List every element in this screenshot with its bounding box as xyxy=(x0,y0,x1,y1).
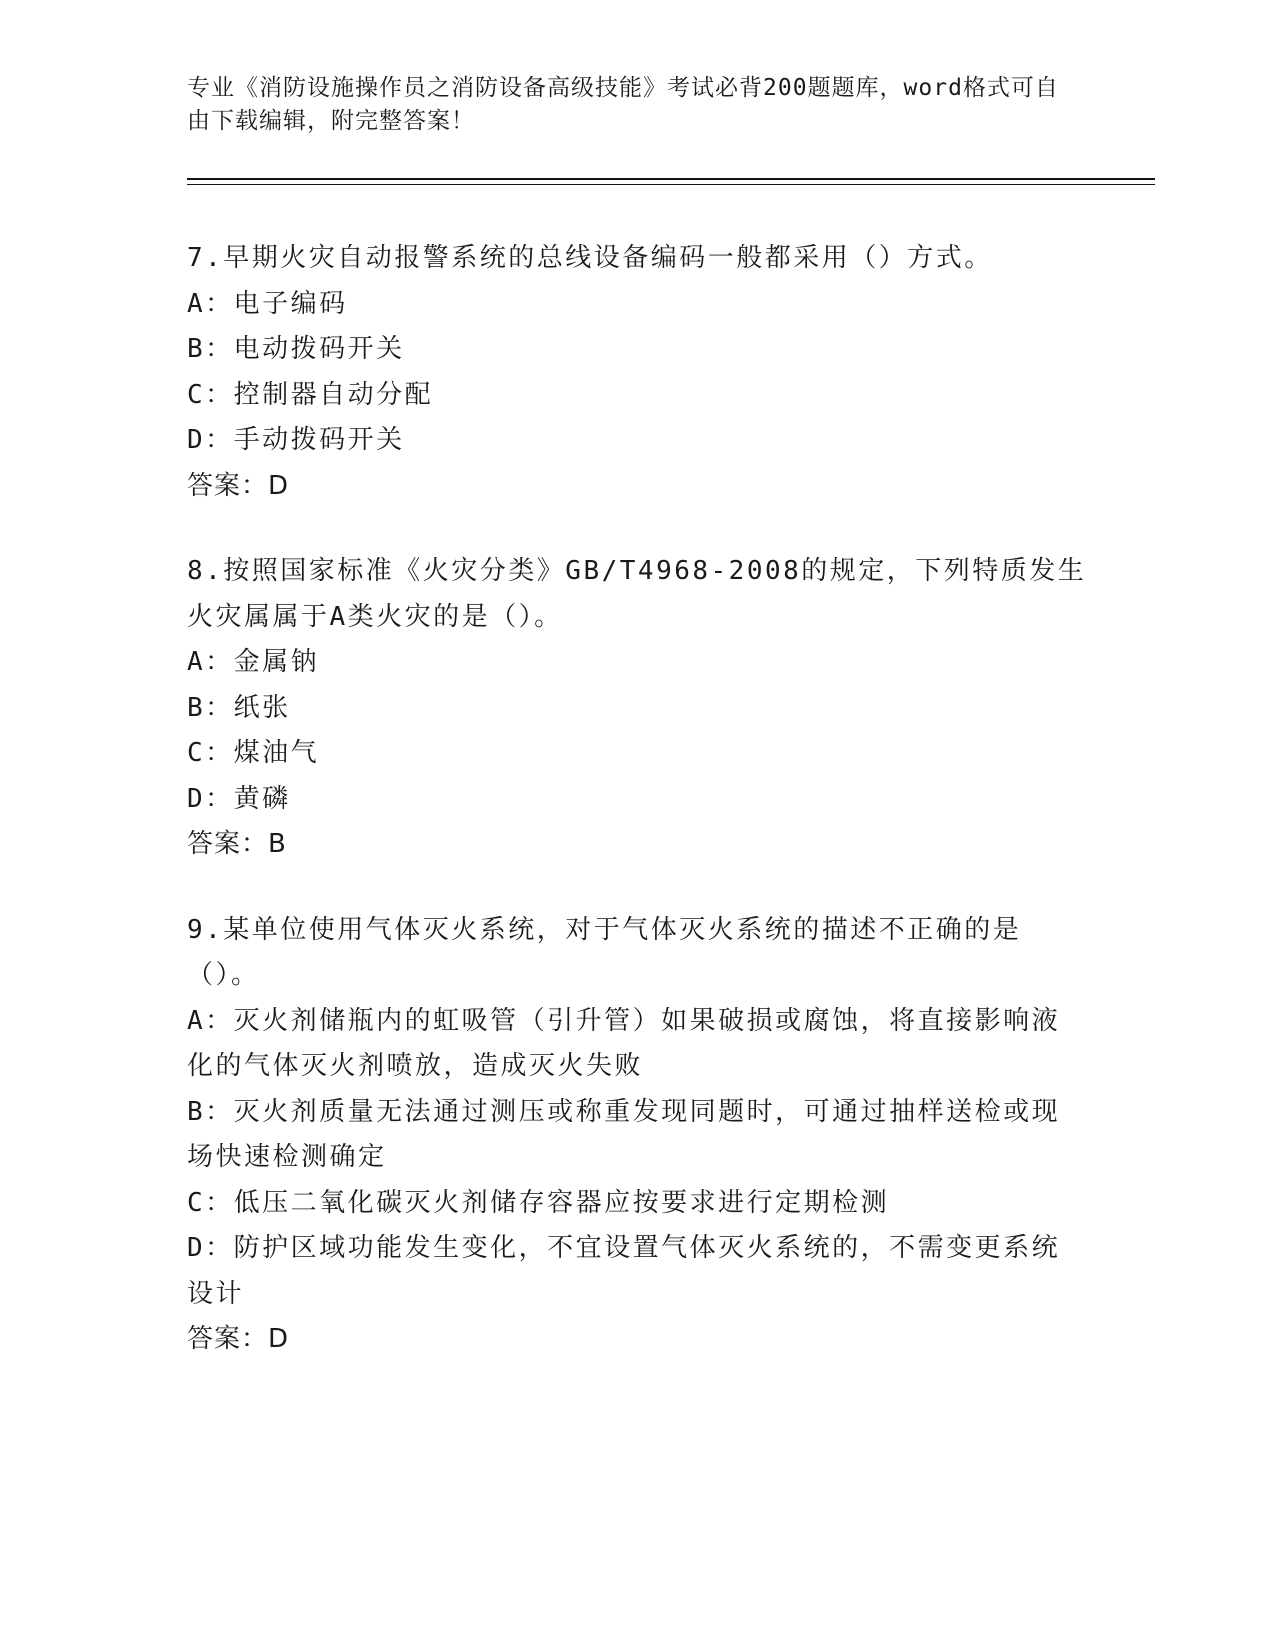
option-b: B：灭火剂质量无法通过测压或称重发现同题时，可通过抽样送检或现场快速检测确定 xyxy=(187,1096,1061,1172)
question-stem: 8.按照国家标准《火灾分类》GB/T4968-2008的规定，下列特质发生火灾属属于A类火灾的是（）。 xyxy=(187,556,1087,632)
option-c: C：低压二氧化碳灭火剂储存容器应按要求进行定期检测 xyxy=(187,1187,890,1218)
answer-line: 答案：D xyxy=(187,1324,290,1354)
option-a: A：金属钠 xyxy=(187,647,320,677)
option-c: C：控制器自动分配 xyxy=(187,379,434,410)
option-a: A：灭火剂储瓶内的虹吸管（引升管）如果破损或腐蚀，将直接影响液化的气体灭火剂喷放，造成灭火失败 xyxy=(187,1005,1061,1081)
question-list xyxy=(187,236,1087,1403)
header-divider-thin xyxy=(187,184,1155,185)
question-7 xyxy=(187,236,1087,509)
option-d: D：黄磷 xyxy=(187,783,291,814)
option-b: B：电动拨码开关 xyxy=(187,334,405,364)
question-9 xyxy=(187,908,1087,1363)
answer-line: 答案：B xyxy=(187,829,287,859)
answer-line: 答案：D xyxy=(187,470,290,501)
option-d: D：防护区域功能发生变化，不宜设置气体灭火系统的，不需变更系统设计 xyxy=(187,1233,1061,1309)
option-a: A：电子编码 xyxy=(187,288,348,319)
document-header: 专业《消防设施操作员之消防设备高级技能》考试必背200题题库，word格式可自由下载编辑，附完整答案！ xyxy=(187,75,1059,134)
header-divider-thick xyxy=(187,178,1155,180)
option-c: C：煤油气 xyxy=(187,738,320,768)
option-d: D：手动拨码开关 xyxy=(187,425,405,455)
option-b: B：纸张 xyxy=(187,692,291,723)
question-stem: 9.某单位使用气体灭火系统，对于气体灭火系统的描述不正确的是（）。 xyxy=(187,914,1022,990)
question-stem: 7.早期火灾自动报警系统的总线设备编码一般都采用（）方式。 xyxy=(187,243,993,273)
question-8 xyxy=(187,549,1087,868)
